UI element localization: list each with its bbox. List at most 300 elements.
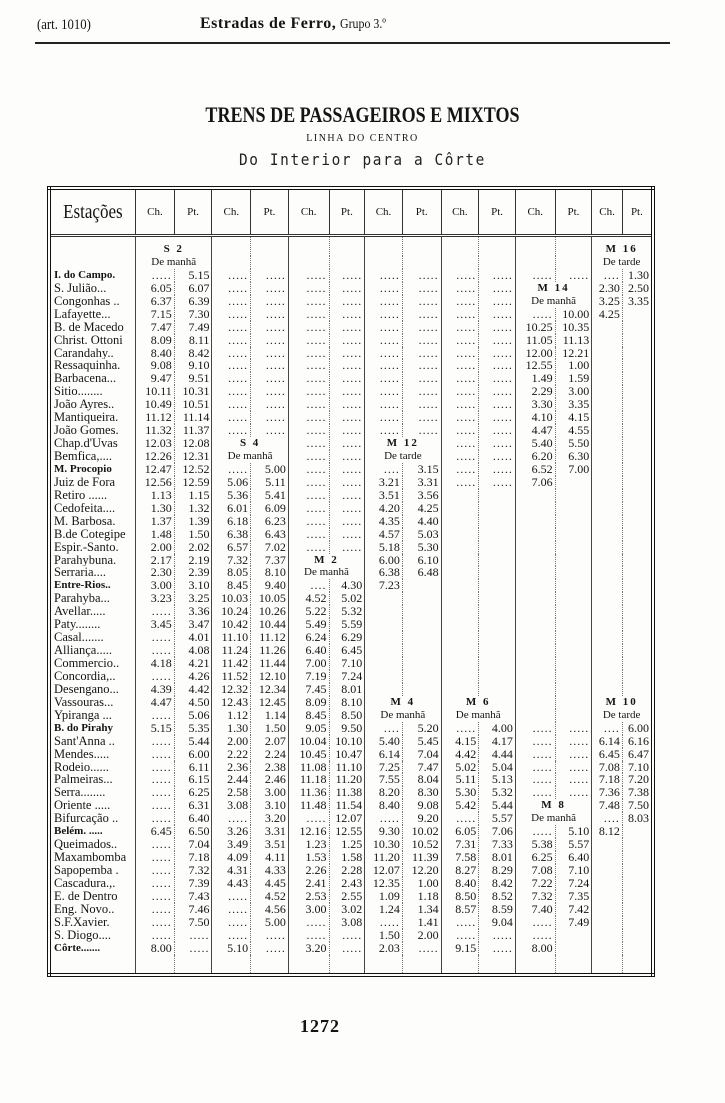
arrival-time: ..... [365, 372, 403, 385]
departure-time: ..... [251, 282, 289, 295]
arrival-time [441, 566, 479, 579]
timetable-body [49, 236, 653, 975]
departure-time: ..... [555, 722, 592, 735]
arrival-time: ..... [136, 799, 175, 812]
departure-time [622, 644, 653, 657]
arrival-time: 10.03 [212, 592, 251, 605]
arrival-time [365, 592, 403, 605]
stations-header: Estações [55, 188, 129, 236]
departure-time: 10.35 [555, 321, 592, 334]
departure-time: ..... [479, 269, 516, 282]
departure-time: 11.44 [251, 657, 289, 670]
arrival-time: ..... [365, 308, 403, 321]
station-row [49, 579, 653, 592]
departure-time: 2.02 [174, 541, 212, 554]
departure-time: ..... [402, 385, 441, 398]
station-row [49, 903, 653, 916]
departure-time: 2.43 [329, 877, 365, 890]
departure-time: 7.39 [174, 877, 212, 890]
departure-time: 10.00 [555, 308, 592, 321]
arrival-time [515, 683, 555, 696]
arrival-time [592, 424, 623, 437]
arrival-time: ..... [288, 295, 329, 308]
arrival-header: Ch. [288, 188, 329, 236]
arrival-time [515, 696, 555, 709]
arrival-header: Ch. [592, 188, 623, 236]
arrival-time [365, 683, 403, 696]
departure-time [555, 929, 592, 942]
departure-time: ..... [329, 541, 365, 554]
departure-time [622, 670, 653, 683]
departure-time: ..... [329, 476, 365, 489]
departure-time: 9.08 [402, 799, 441, 812]
station-row [49, 657, 653, 670]
departure-time: 12.34 [251, 683, 289, 696]
departure-time: 10.10 [329, 735, 365, 748]
departure-time: 12.20 [402, 864, 441, 877]
arrival-time: ..... [288, 385, 329, 398]
train-label: S 2 [136, 236, 212, 256]
arrival-time: 3.20 [288, 942, 329, 955]
arrival-header: Ch. [136, 188, 175, 236]
departure-time: ..... [555, 735, 592, 748]
train-label: De tarde [592, 709, 653, 722]
departure-time: 5.03 [402, 528, 441, 541]
arrival-time: 3.00 [136, 579, 175, 592]
departure-time: ..... [251, 929, 289, 942]
departure-time: 2.24 [251, 748, 289, 761]
arrival-time: ..... [136, 916, 175, 929]
arrival-time [592, 592, 623, 605]
arrival-time [441, 489, 479, 502]
departure-time [622, 424, 653, 437]
arrival-time [441, 683, 479, 696]
departure-time: ..... [329, 372, 365, 385]
departure-time: 1.00 [555, 359, 592, 372]
station-name: Mendes..... [54, 747, 110, 761]
arrival-time: 4.42 [441, 748, 479, 761]
departure-time: 7.02 [251, 541, 289, 554]
departure-time: 8.42 [174, 347, 212, 360]
arrival-time: ..... [136, 605, 175, 618]
departure-time: 3.56 [402, 489, 441, 502]
arrival-time: 6.45 [592, 748, 623, 761]
arrival-time: 4.10 [515, 411, 555, 424]
arrival-time: 2.00 [136, 541, 175, 554]
departure-header: Pt. [479, 188, 516, 236]
arrival-time [592, 398, 623, 411]
arrival-time: 2.53 [288, 890, 329, 903]
arrival-time: ..... [136, 838, 175, 851]
arrival-time: 5.42 [441, 799, 479, 812]
departure-time [555, 579, 592, 592]
arrival-time: ..... [441, 929, 479, 942]
departure-time: 3.10 [251, 799, 289, 812]
arrival-time: ..... [365, 321, 403, 334]
departure-time: ..... [479, 372, 516, 385]
arrival-time [592, 929, 623, 942]
page-title: TRENS DE PASSAGEIROS E MIXTOS [205, 102, 520, 127]
departure-time: ..... [479, 929, 516, 942]
station-name: Queimados.. [54, 838, 118, 852]
departure-time: 11.26 [251, 644, 289, 657]
departure-time: 12.10 [251, 670, 289, 683]
train-label: De tarde [365, 450, 441, 463]
arrival-time: 5.40 [365, 735, 403, 748]
departure-time: 8.52 [479, 890, 516, 903]
departure-time [479, 579, 516, 592]
arrival-time: 8.05 [212, 566, 251, 579]
departure-time: 11.10 [329, 761, 365, 774]
station-name: Ressaquinha. [54, 359, 121, 373]
arrival-time: 2.29 [515, 385, 555, 398]
departure-time: 7.46 [174, 903, 212, 916]
arrival-time [592, 670, 623, 683]
arrival-time: 11.36 [288, 786, 329, 799]
arrival-time [592, 528, 623, 541]
departure-time: 9.50 [329, 722, 365, 735]
station-row [49, 347, 653, 360]
arrival-header: Ch. [365, 188, 403, 236]
arrival-time [441, 256, 479, 269]
station-row [49, 812, 653, 825]
departure-time: 6.50 [174, 825, 212, 838]
arrival-time: ..... [288, 398, 329, 411]
arrival-time: .... [592, 722, 623, 735]
arrival-time: 7.36 [592, 786, 623, 799]
arrival-time: 4.20 [365, 502, 403, 515]
departure-time: 10.44 [251, 618, 289, 631]
departure-time: ..... [479, 942, 516, 955]
arrival-time: ..... [288, 476, 329, 489]
station-name: Parahyba... [54, 592, 110, 606]
arrival-time: 6.14 [365, 748, 403, 761]
departure-time: 3.35 [622, 295, 653, 308]
arrival-time: ..... [365, 269, 403, 282]
arrival-time: 3.25 [592, 295, 623, 308]
departure-time [479, 566, 516, 579]
arrival-time: 3.00 [288, 903, 329, 916]
arrival-time: ..... [212, 269, 251, 282]
departure-time: 5.32 [329, 605, 365, 618]
departure-time [622, 554, 653, 567]
arrival-time: 1.53 [288, 851, 329, 864]
departure-time: 8.11 [174, 334, 212, 347]
station-row [49, 851, 653, 864]
station-name: Entre-Rios.. [54, 579, 111, 592]
empty-cell [212, 955, 251, 975]
page-number: 1272 [300, 1016, 340, 1036]
arrival-time: 12.43 [212, 696, 251, 709]
arrival-time: 2.41 [288, 877, 329, 890]
departure-time: 9.04 [479, 916, 516, 929]
arrival-time: 8.27 [441, 864, 479, 877]
arrival-time: ..... [212, 347, 251, 360]
arrival-time [592, 877, 623, 890]
arrival-time [441, 236, 479, 256]
arrival-time: ..... [288, 282, 329, 295]
arrival-time: 8.45 [212, 579, 251, 592]
arrival-time: 12.00 [515, 347, 555, 360]
arrival-time: .... [592, 812, 623, 825]
departure-time: 4.55 [555, 424, 592, 437]
arrival-time [592, 385, 623, 398]
departure-time: 5.00 [251, 916, 289, 929]
arrival-time: 11.32 [136, 424, 175, 437]
arrival-time [515, 566, 555, 579]
departure-time [402, 605, 441, 618]
arrival-time: ..... [212, 903, 251, 916]
departure-time [479, 256, 516, 269]
arrival-time [441, 592, 479, 605]
departure-time: 10.47 [329, 748, 365, 761]
arrival-time: 8.00 [515, 942, 555, 955]
station-name: M. Barbosa. [54, 514, 116, 528]
arrival-time: 5.11 [441, 773, 479, 786]
arrival-time [365, 236, 403, 256]
departure-time [479, 528, 516, 541]
arrival-time [365, 631, 403, 644]
train-label: De manhã [136, 256, 212, 269]
departure-time [622, 618, 653, 631]
arrival-time: 7.31 [441, 838, 479, 851]
arrival-time: ..... [136, 748, 175, 761]
arrival-time: 5.15 [136, 722, 175, 735]
arrival-time: 4.43 [212, 877, 251, 890]
departure-time: 7.04 [402, 748, 441, 761]
station-name: M. Procopio [54, 462, 112, 475]
departure-time [622, 942, 653, 955]
departure-time: ..... [329, 398, 365, 411]
arrival-time: 4.31 [212, 864, 251, 877]
departure-time: 10.26 [251, 605, 289, 618]
arrival-time: 2.17 [136, 554, 175, 567]
arrival-time: 7.06 [515, 476, 555, 489]
arrival-time: 7.40 [515, 903, 555, 916]
departure-time: 5.44 [479, 799, 516, 812]
departure-time: 4.33 [251, 864, 289, 877]
arrival-time: ..... [136, 786, 175, 799]
station-row [49, 618, 653, 631]
departure-time [622, 450, 653, 463]
departure-time: ..... [251, 424, 289, 437]
station-row [49, 398, 653, 411]
arrival-time: 6.05 [136, 282, 175, 295]
arrival-time [592, 463, 623, 476]
departure-time: 6.48 [402, 566, 441, 579]
arrival-time [592, 347, 623, 360]
arrival-time: 12.56 [136, 476, 175, 489]
departure-time: 7.43 [174, 890, 212, 903]
arrival-time: ..... [441, 812, 479, 825]
departure-time: 1.34 [402, 903, 441, 916]
departure-time: 6.45 [329, 644, 365, 657]
departure-header: Pt. [251, 188, 289, 236]
departure-time [555, 566, 592, 579]
station-row [49, 644, 653, 657]
departure-time [479, 631, 516, 644]
station-row [49, 424, 653, 437]
station-row [49, 799, 653, 812]
departure-time: ..... [402, 321, 441, 334]
empty-cell [402, 955, 441, 975]
arrival-time: 6.52 [515, 463, 555, 476]
arrival-time: 7.48 [592, 799, 623, 812]
departure-time: 7.20 [622, 773, 653, 786]
running-header-group: Grupo 3.º [340, 17, 387, 32]
departure-time: 9.20 [402, 812, 441, 825]
station-row [49, 502, 653, 515]
arrival-time: 9.08 [136, 359, 175, 372]
departure-time: 7.35 [555, 890, 592, 903]
arrival-time: 8.09 [136, 334, 175, 347]
arrival-time [592, 851, 623, 864]
arrival-time [592, 321, 623, 334]
station-name: Retiro ...... [54, 488, 108, 502]
direction-subtitle: Do Interior para a Côrte [239, 150, 486, 169]
station-row [49, 372, 653, 385]
departure-time: 6.47 [622, 748, 653, 761]
arrival-time: .... [288, 579, 329, 592]
departure-time: 6.40 [174, 812, 212, 825]
arrival-time: 2.30 [592, 282, 623, 295]
departure-time [479, 644, 516, 657]
station-name: Concordia,.. [54, 669, 116, 683]
station-name: João Gomes. [54, 424, 119, 438]
arrival-time: 11.12 [136, 411, 175, 424]
arrival-time: ..... [212, 282, 251, 295]
arrival-time: ..... [212, 411, 251, 424]
arrival-time: ..... [441, 437, 479, 450]
train-label: M 10 [592, 696, 653, 709]
departure-time: 11.39 [402, 851, 441, 864]
departure-time: 7.50 [622, 799, 653, 812]
arrival-time: ..... [441, 916, 479, 929]
arrival-time: ..... [441, 282, 479, 295]
arrival-time: ..... [288, 515, 329, 528]
arrival-time [515, 489, 555, 502]
empty-cell [136, 955, 175, 975]
station-row [49, 282, 653, 295]
arrival-time: ..... [136, 735, 175, 748]
station-row [49, 761, 653, 774]
arrival-time [592, 657, 623, 670]
arrival-time [592, 644, 623, 657]
arrival-time: 5.38 [515, 838, 555, 851]
arrival-time: ..... [515, 916, 555, 929]
departure-time: 6.30 [555, 450, 592, 463]
arrival-time: 4.35 [365, 515, 403, 528]
departure-time: 7.10 [329, 657, 365, 670]
arrival-time [441, 605, 479, 618]
departure-time: 12.45 [251, 696, 289, 709]
departure-time: 1.39 [174, 515, 212, 528]
arrival-time: ..... [288, 541, 329, 554]
arrival-time: 4.39 [136, 683, 175, 696]
arrival-time: ..... [136, 269, 175, 282]
arrival-time: ..... [515, 735, 555, 748]
station-row [49, 929, 653, 942]
departure-time: 7.49 [174, 321, 212, 334]
departure-time [402, 592, 441, 605]
departure-time [555, 709, 592, 722]
departure-time: ..... [479, 385, 516, 398]
departure-time [622, 566, 653, 579]
departure-time: 1.14 [251, 709, 289, 722]
arrival-time: 6.40 [288, 644, 329, 657]
station-row [49, 696, 653, 709]
departure-time [329, 256, 365, 269]
departure-time: 4.25 [402, 502, 441, 515]
departure-time: 8.42 [479, 877, 516, 890]
arrival-time [515, 502, 555, 515]
arrival-time: ..... [212, 398, 251, 411]
departure-time [622, 359, 653, 372]
departure-time: ..... [251, 372, 289, 385]
departure-time: 4.42 [174, 683, 212, 696]
departure-time: 3.00 [555, 385, 592, 398]
arrival-time: 2.03 [365, 942, 403, 955]
station-row [49, 541, 653, 554]
arrival-time: ..... [136, 761, 175, 774]
arrival-time: ..... [441, 463, 479, 476]
arrival-time: ..... [288, 437, 329, 450]
departure-time: 8.59 [479, 903, 516, 916]
arrival-time [515, 657, 555, 670]
departure-time: 5.45 [402, 735, 441, 748]
departure-time: 6.11 [174, 761, 212, 774]
departure-time [479, 502, 516, 515]
departure-time: 6.40 [555, 851, 592, 864]
departure-time [622, 321, 653, 334]
train-label: S 4 [212, 437, 288, 450]
departure-time: ..... [329, 929, 365, 942]
arrival-time: 7.45 [288, 683, 329, 696]
departure-time: 4.45 [251, 877, 289, 890]
arrival-time [592, 566, 623, 579]
departure-time [479, 554, 516, 567]
station-name: Oriente ..... [54, 799, 111, 813]
departure-time: 7.30 [174, 308, 212, 321]
arrival-time [592, 864, 623, 877]
arrival-time: 10.30 [365, 838, 403, 851]
arrival-time: ..... [288, 929, 329, 942]
departure-time: 6.10 [402, 554, 441, 567]
arrival-time: 2.36 [212, 761, 251, 774]
station-row [49, 566, 653, 579]
station-name: Sitio........ [54, 385, 103, 399]
arrival-time: 1.12 [212, 709, 251, 722]
departure-time: ..... [329, 282, 365, 295]
departure-time [622, 605, 653, 618]
departure-time [622, 437, 653, 450]
arrival-time: ..... [441, 385, 479, 398]
departure-time: 5.32 [479, 786, 516, 799]
departure-time: 11.12 [251, 631, 289, 644]
station-name: Serraria.... [54, 566, 107, 580]
station-name: E. de Dentro [54, 889, 118, 903]
departure-time [622, 929, 653, 942]
station-row [49, 295, 653, 308]
departure-time: 4.50 [174, 696, 212, 709]
departure-time: 7.37 [251, 554, 289, 567]
arrival-time [515, 579, 555, 592]
departure-time: ..... [479, 308, 516, 321]
departure-time: ..... [402, 269, 441, 282]
arrival-time: 10.24 [212, 605, 251, 618]
departure-time: 10.51 [174, 398, 212, 411]
station-row [49, 722, 653, 735]
